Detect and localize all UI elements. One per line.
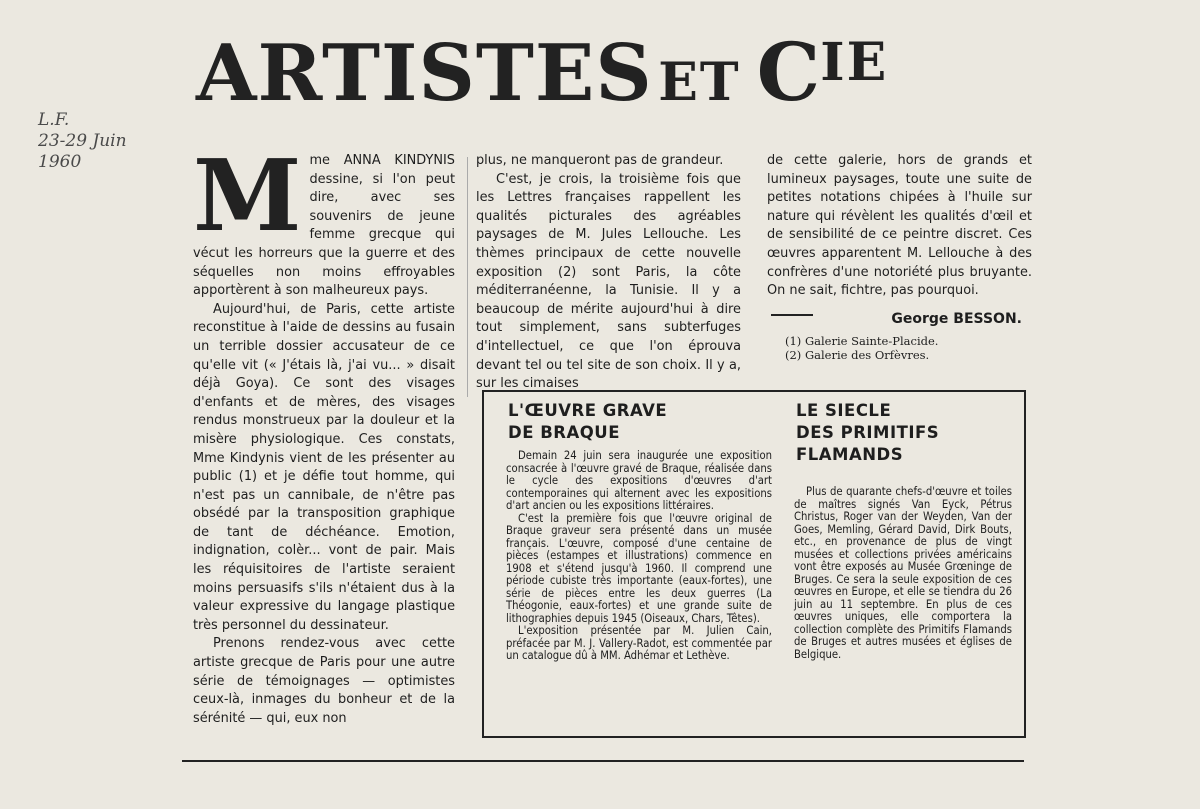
footnotes xyxy=(785,334,1032,362)
article-column-3 xyxy=(767,152,1032,362)
note-line: 23-29 Juin xyxy=(38,131,127,151)
note-line: L.F. xyxy=(38,110,70,130)
paragraph: me ANNA KINDYNIS dessine, si l'on peut dire, avec ses souvenirs de jeune femme grecque qui vécut les horreurs que la guerre et des séquelles non moins effroyables apportèrent à son malheureux pays. xyxy=(193,153,455,299)
paragraph: plus, ne manqueront pas de grandeur. xyxy=(476,153,724,168)
note-line: 1960 xyxy=(38,152,82,172)
paragraph: C'est, je crois, la troisième fois que les Lettres françaises rappellent les qualités picturales des agréables paysages de M. Jules Lellouche. Les thèmes principaux de cette nouvelle exposition (2) sont Paris, la côte méditerranéenne, la Tunisie. Il y a beaucoup de mérite aujourd'hui à dire tout simplement, sans subterfuges d'intellectuel, ce que l'on éprouva devant tel ou tel site de son choix. Il y a, sur les cimaises xyxy=(476,171,741,392)
margin-note xyxy=(38,110,188,173)
box-text-braque xyxy=(506,450,772,663)
heading-line: L'ŒUVRE GRAVE xyxy=(508,401,668,420)
headline-superscript: IE xyxy=(820,32,889,93)
box-heading-braque xyxy=(508,400,667,444)
headline-word: C xyxy=(756,25,821,119)
news-box xyxy=(482,390,1026,738)
paragraph: Demain 24 juin sera inaugurée une exposition consacrée à l'œuvre gravé de Braque, réalisée dans le cycle des expositions d'œuvres d'art contemporaines qui alternent avec les expositions d'art ancien ou les expositions littéraires. xyxy=(506,449,772,512)
paragraph: Prenons rendez-vous avec cette artiste grecque de Paris pour une autre série de témoignages — optimistes ceux-là, inmages du bonheur et de la sérénité — qui, eux non xyxy=(193,636,455,726)
heading-line: LE SIECLE xyxy=(796,401,892,420)
headline-word: ET xyxy=(658,52,741,113)
paragraph: de cette galerie, hors de grands et lumineux paysages, toute une suite de petites notations chipées à l'huile sur nature qui révèlent les qualités d'œil et de sensibilité de ce peintre discret. Ces œuvres apparentent M. Lellouche à des confrères d'une notoriété plus bruyante. On ne sait, fichtre, pas pourquoi. xyxy=(767,153,1032,299)
box-heading-primitifs xyxy=(796,400,939,466)
footnote: (1) Galerie Sainte-Placide. xyxy=(785,334,939,349)
paragraph: Plus de quarante chefs-d'œuvre et toiles de maîtres signés Van Eyck, Pétrus Christus, Roger van der Weyden, Van der Goes, Memling, Gérard David, Dirk Bouts, etc., en provenance de plus de vingt musées et collections privées américains vont être exposés au Musée Grœninge de Bruges. Ce sera la seule exposition de ces œuvres en Europe, et elle se tiendra du 26 juin au 11 septembre. En plus de ces œuvres uniques, elle comportera la collection complète des Primitifs Flamands de Bruges et autres musées et églises de Belgique. xyxy=(794,485,1012,661)
paragraph: C'est la première fois que l'œuvre original de Braque graveur sera présenté dans un musée français. L'œuvre, composé d'une centaine de pièces (estampes et illustrations) commence en 1908 et s'étend jusqu'à 1960. Il comprend une période cubiste très importante (eaux-fortes), une série de pièces entre les deux guerres (La Théogonie, eaux-fortes) et une grande suite de lithographies depuis 1945 (Oiseaux, Chars, Têtes). xyxy=(506,511,772,625)
article-column-2 xyxy=(476,152,741,394)
bottom-rule xyxy=(182,760,1024,762)
headline-word: ARTISTES xyxy=(196,28,653,119)
drop-cap: M xyxy=(193,139,302,254)
signature: George BESSON. xyxy=(891,310,1022,327)
box-text-primitifs xyxy=(794,486,1012,661)
footnote: (2) Galerie des Orfèvres. xyxy=(785,348,930,363)
heading-line: DE BRAQUE xyxy=(508,423,620,442)
heading-line: DES PRIMITIFS xyxy=(796,423,940,442)
article-column-1 xyxy=(193,139,455,728)
heading-line: FLAMANDS xyxy=(796,445,904,464)
paragraph: Aujourd'hui, de Paris, cette artiste reconstitue à l'aide de dessins au fusain un terrible dossier accusateur de ce qu'elle vit (« J'étais là, j'ai vu... » disait déjà Goya). Ce sont des visages d'enfants et de mères, des visages rendus monstrueux par la douleur et la misère physiologique. Ces constats, Mme Kindynis vient de les présenter au public (1) et je défie tout homme, qui n'est pas un cannibale, de n'être pas obsédé par la transposition graphique de tant de déchéance. Emotion, indignation, colèr... vont de pair. Mais les réquisitoires de l'artiste seraient moins persuasifs s'ils n'étaient dus à la valeur expressive du langage plastique très personnel du dessinateur. xyxy=(193,301,455,633)
paragraph: L'exposition présentée par M. Julien Cain, préfacée par M. J. Vallery-Radot, est commentée par un catalogue dû à MM. Adhémar et Lethève. xyxy=(506,624,772,662)
headline xyxy=(196,25,889,119)
column-divider xyxy=(467,157,468,397)
